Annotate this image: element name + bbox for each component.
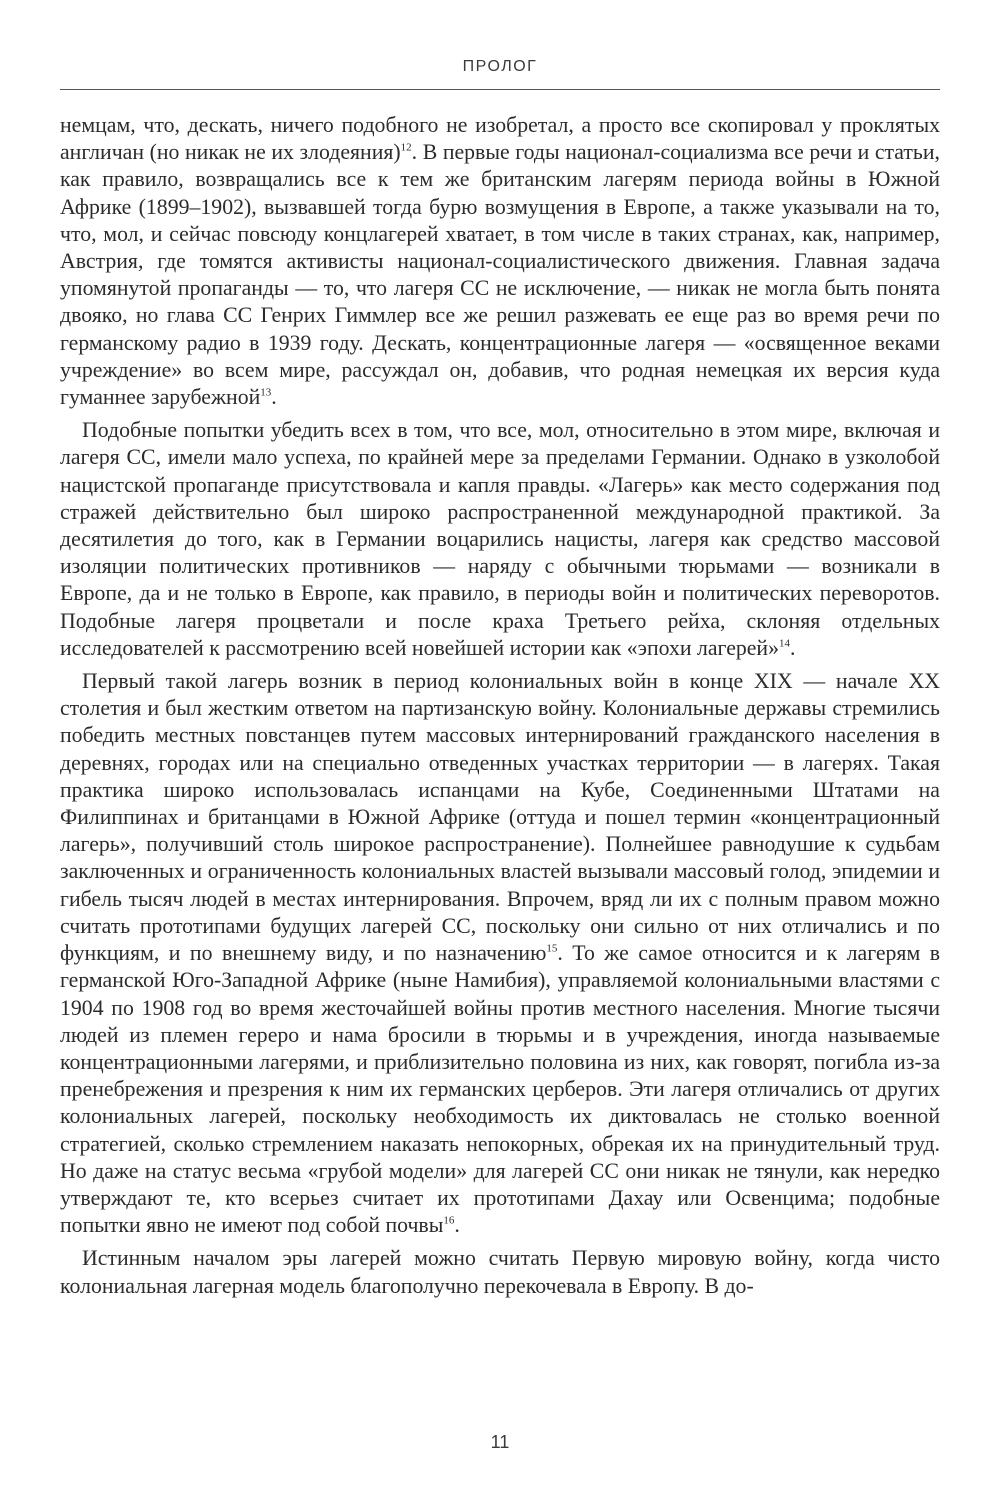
paragraph-4 (60, 1245, 940, 1299)
paragraph-text: . (454, 1213, 460, 1238)
paragraph-text: Первый такой лагерь возник в период колониальных войн в конце XIX — начале XX столетия и был жестким ответом на партизанскую войну. Колониальные державы стремились победить местных повстанцев путем массовых интернирований гражданского населения в деревнях, городах или на специально отведенных участках территории — в лагерях. Такая практика широко использовалась испанцами на Кубе, Соединенными Штатами на Филиппинах и британцами в Южной Африке (оттуда и пошел термин «концентрационный лагерь», получивший столь широкое распространение). Полнейшее равнодушие к судьбам заключенных и ограниченность колониальных властей вызывали массовый голод, эпидемии и гибель тысяч людей в местах интернирования. Впрочем, вряд ли их с полным правом можно считать прототипами будущих лагерей СС, поскольку они сильно от них отличались и по функциям, и по внешнему виду, и по назначению (60, 669, 940, 966)
paragraph-text: . То же самое относится и к лагерям в германской Юго-Западной Африке (ныне Намибия), управляемой колониальными властями с 1904 по 1908 год во время жесточайшей войны против местного населения. Многие тысячи людей из племен гереро и нама бросили в тюрьмы и в учреждения, иногда называемые концентрационными лагерями, и приблизительно половина из них, как говорят, погибла из-за пренебрежения и презрения к ним их германских церберов. Эти лагеря отличались от других колониальных лагерей, поскольку необходимость их диктовалась не столько военной стратегией, сколько стремлением наказать непокорных, обрекая их на принудительный труд. Но даже на статус весьма «грубой модели» для лагерей СС они никак не тянули, как нередко утверждают те, кто всерьез считает их прототипами Дахау или Освенцима; подобные попытки явно не имеют под собой почвы (60, 941, 940, 1238)
paragraph-text: . (790, 635, 796, 660)
paragraph-text: Истинным началом эры лагерей можно считать Первую мировую войну, когда чисто колониальная лагерная модель благополучно перекочевала в Европу. В до- (60, 1246, 940, 1298)
running-header: ПРОЛОГ (462, 58, 538, 75)
page-body (60, 112, 940, 1300)
paragraph-text: Подобные попытки убедить всех в том, что все, мол, относительно в этом мире, включая и лагеря СС, имели мало успеха, по крайней мере за пределами Германии. Однако в узколобой нацистской пропаганде присутствовала и капля правды. «Лагерь» как место содержания под стражей действительно был широко распространенной международной практикой. За десятилетия до того, как в Германии воцарились нацисты, лагеря как средство массовой изоляции политических противников — наряду с обычными тюрьмами — возникали в Европе, да и не только в Европе, как правило, в периоды войн и политических переворотов. Подобные лагеря процветали и после краха Третьего рейха, склоняя отдельных исследователей к рассмотрению всей новейшей истории как «эпохи лагерей» (60, 418, 940, 660)
paragraph-text: . (271, 385, 277, 410)
page-number: 11 (490, 1432, 510, 1452)
footnote-ref-16[interactable]: 16 (443, 1214, 455, 1227)
footnote-ref-13[interactable]: 13 (260, 386, 272, 399)
footnote-ref-14[interactable]: 14 (779, 637, 790, 650)
paragraph-1 (60, 112, 940, 411)
paragraph-text: . В первые годы национал-социализма все речи и статьи, как правило, возвращались все к тем же британским лагерям периода войны в Южной Африке (1899–1902), вызвавшей тогда бурю возмущения в Европе, а также указывали на то, что, мол, и сейчас повсюду концлагерей хватает, в том числе в таких странах, как, например, Австрия, где томятся активисты национал-социалистического движения. Главная задача упомянутой пропаганды — то, что лагеря СС не исключение, — никак не могла быть понята двояко, но глава СС Генрих Гиммлер все же решил разжевать ее еще раз во время речи по германскому радио в 1939 году. Дескать, концентрационные лагеря — «освященное веками учреждение» во всем мире, рассуждал он, добавив, что родная немецкая их версия куда гуманнее зарубежной (60, 140, 940, 410)
footnote-ref-15[interactable]: 15 (546, 942, 558, 955)
paragraph-2 (60, 417, 940, 662)
paragraph-text: немцам, что, дескать, ничего подобного не изобретал, а просто все скопировал у проклятых англичан (но никак не их злодеяния) (60, 113, 940, 165)
header-rule (60, 89, 940, 90)
footnote-ref-12[interactable]: 12 (400, 141, 412, 154)
paragraph-3 (60, 668, 940, 1239)
